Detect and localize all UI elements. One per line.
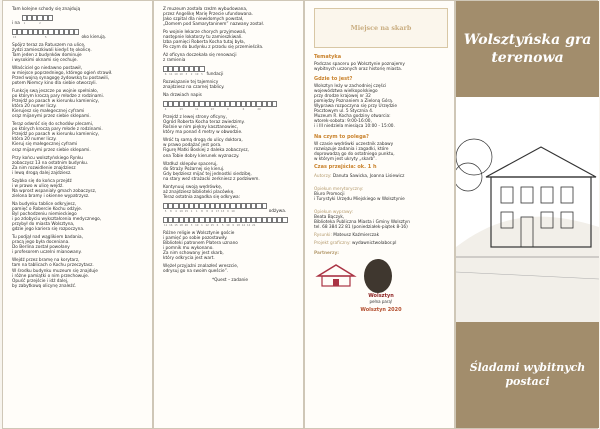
polega-text: W czasie wędrówki uczestnik zabawy rozwiązuje zadania i zagadki, które doprowadzą go do ostatniego punktu, w którym jest ukryty „skarb”. bbox=[314, 141, 395, 162]
cipher-row-2: 15 5 oko kierują. bbox=[12, 29, 145, 40]
czas-value: ok. 1 h bbox=[357, 163, 377, 170]
verse-17: Wróć tą samą drogą do ulicy doktora, w prawo podążać jest pora. Figurę Matki Boskiej z daleka zobaczysz, ona Tobie dobry kierunek wyznaczy. bbox=[163, 138, 249, 159]
wolsztyn-logo: Wolsztyn pełna parą! bbox=[368, 293, 394, 305]
panel-quest-part-2 bbox=[153, 0, 304, 429]
cover-title: Wolsztyńska gra terenowa bbox=[456, 1, 599, 97]
verse-1: Tam kolejne schody się znajdują bbox=[12, 7, 81, 12]
robert-koch-portrait-icon bbox=[364, 259, 392, 293]
tematyka-text: Podczas spaceru po Wolsztynie poznajemy wybitnych uczonych oraz historię miasta. bbox=[314, 62, 405, 73]
projekt-value: wydawnictwolabor.pl bbox=[352, 241, 397, 247]
house-logo-icon bbox=[314, 262, 359, 290]
verse-2: Spójrz teraz za Ratuszem na ulicę, żydzi zamieszkiwali kiedyś tę okolicę. Tam jeden z budynków dominuje i wysokimi oknami się cechuje. bbox=[12, 42, 92, 63]
opieka-row bbox=[314, 182, 448, 202]
wyprawy-row bbox=[314, 205, 448, 230]
verse-5: Terąz odwróć się do schodów plecami, po których kroczą pary młode z rodzinami. Przejdź po pasach w kierunku kamienicy, która 20 numer liczy. Kieruj się małegecznej cyframi orąz mijanymi przez siebie sklepami. bbox=[12, 122, 103, 153]
tematyka-heading: Tematyka bbox=[314, 54, 342, 60]
verse-9: Tu podjął nad wąglikiem badania, pracą jego była doceniana. Do Berlina został powołany i profesorem uczelni mianowany. bbox=[12, 235, 84, 256]
verse-15: Na drzwiach napis bbox=[163, 93, 202, 99]
partners-row bbox=[314, 259, 448, 293]
panel-quest-part-1 bbox=[2, 0, 153, 429]
cipher-row-5: 5 8 4 19 15 1 1 8 8 6 17 13 9 10 odżywa. bbox=[163, 203, 297, 214]
autorzy-value: Danuta Sawicka, Joanna Lisiewicz bbox=[332, 173, 405, 179]
czas-row bbox=[314, 165, 448, 170]
verse-19: Kontynuuj swoją wędrówkę, aż znajdziesz biblioteki placówkę. Teraz ostatnia zagadka się odkrywa: bbox=[163, 184, 241, 200]
rysunki-row bbox=[314, 233, 448, 238]
verse-8: Na budynku tablice odkryjesz, pamięć o Robercie Kochu odżyje. Byl pochodzeniu niemieckiego i po zdobyciu wykształcenia medycznego, przybył do miasta Wolsztyna, gdzie jego kariera się rozpoczyna. bbox=[12, 201, 102, 233]
czas-label: Czas przejścia: bbox=[314, 163, 356, 170]
opieka-label: Opiekun merytoryczny: bbox=[314, 186, 364, 192]
verse-14: Rozwiązanie tej tajemnicy znajdziesz na czarnej tablicy. bbox=[163, 80, 225, 91]
projekt-label: Projekt graficzny: bbox=[314, 241, 351, 247]
footnote: *Quest – zadanie bbox=[211, 277, 249, 283]
cover-subtitle: Śladami wybitnych postaci bbox=[456, 322, 599, 428]
projekt-row bbox=[314, 241, 448, 246]
cipher-row-3: 6 11 19 10 3 2 19 5 fundacji bbox=[163, 66, 297, 77]
cipher-row-6: 11 16 15 18 20 3 10 1 12 15 6 5 10 9 18 14 12 21 bbox=[163, 217, 297, 228]
verse-13: Aż oficyna doczekała się renowacji z ramienia bbox=[163, 53, 237, 64]
verse-10: Wejdź przez bramę na korytarz, tam na tablicach o Kochu przeczytasz. W środku budynku muzeum się znajduje i różne pamiątki o nim przechowuje. Opuść przejście i idź dalej, by zabytkową olicynę znaleźć. bbox=[12, 258, 98, 289]
partnerzy-heading: Partnerzy: bbox=[314, 251, 339, 257]
wyprawy-label: Opiekun wyprawy: bbox=[314, 210, 354, 216]
panel-info bbox=[304, 0, 455, 429]
verse-20: Różne religie w Wolsztynie goście i pamięć po sobie pozostawiły. Biblioteki patronem Platera uznano i pomnik mu wykonano. Za nim schowany jest skarb, który odkrycia jest wart. bbox=[163, 230, 238, 261]
opieka-value: Biuro Promocji i Turystyki Urzędu Miejskiego w Wolsztynie bbox=[314, 191, 405, 202]
treasure-placeholder: Miejsce na skarb bbox=[314, 8, 448, 48]
building-illustration-icon bbox=[456, 97, 599, 324]
rysunki-label: Rysunki: bbox=[314, 233, 332, 239]
panel-cover bbox=[455, 0, 598, 429]
autorzy-label: Autorzy: bbox=[314, 173, 332, 179]
footer-year: Wolsztyn 2020 bbox=[360, 307, 402, 314]
rysunki-value: Mateusz Kaźmierczak bbox=[333, 233, 380, 239]
verse-21: Wężeł przyjaźni znalazłeś wreszcie, odrysuj go na swoim queście”. bbox=[163, 263, 239, 274]
autorzy-row bbox=[314, 174, 448, 179]
polega-heading: Na czym to polega? bbox=[314, 133, 369, 140]
wyprawy-value: Beata Bączyk, Biblioteka Publiczna Miasta i Gminy Wolsztyn tel. 68 384 22 81 (poniedziałek-piątek 8-16) bbox=[314, 215, 410, 231]
verse-16: Przejdź z lewej strony oficyny, Ogród Roberta Kocha teraz zwiedzimy. Rośnie w nim piękny kasztanowiec, który ma ponad 4 metry w obwodzie. bbox=[163, 115, 245, 136]
cipher-row-4: 4 13 11 13 9 6 20 bbox=[163, 101, 297, 112]
verse-6: Przy końcu wolsztyńskiego Rynku zobaczysz 13 na ostatnim budynku. Za nim rozwidlenie znajdziesz i lewą drogą dalej zajdziesz. bbox=[12, 155, 89, 176]
verse-18: Wzdłuż sklepów spaceruj, do Straży Pożarnej się kieruj. Gdy będziesz mijać tej jednostki siedzibę, na stary weź strażacki zerkniesz z podziwem. bbox=[163, 161, 260, 182]
verse-4: Funkcję swą jeszcze po wojnie spełniało, po którym kroczą pary młodze z rodzinami. Przejdź po pasach w kierunku kamienicy, która 20 numer liczy. Kierujesz się małegecznej cyframi orąz mijanymi przez siebie sklepami. bbox=[12, 89, 105, 120]
verse-3: Właściciel go niedawno postawił, w miejsce poprzedniego, którego ogień strawił. Przed wojną synagogę żydowską tu postawili, potem Niemcy kino dla siebie otworzyli. bbox=[12, 65, 113, 86]
gdzie-heading: Gdzie to jest? bbox=[314, 76, 353, 83]
cipher-row-1: i na 1 2 bbox=[12, 15, 145, 26]
verse-7: Szybko się do końca przejdź i w prawo w ulicę wejdź. Na wprost wspaniały gmach zobaczysz, zielona bramy i okienne wypatrzysz. bbox=[12, 178, 97, 199]
verse-12: Po wojnie lekarze chorych przyjmowali, następnie lokatorzy tu zamieszkiwali. Izba pamięci Roberta Kocha tutaj była, Po czym do budynku z przodu się przemieściła. bbox=[163, 30, 264, 51]
gdzie-text: Wolsztyn leży w zachodniej części województwa wielkopolskiego przy drodze krajowej nr 32 pomiędzy Poznaniem a Zieloną Górą. Wyprawa rozpoczyna się przy Urzędzie Pocztowym ul. 5 Stycznia 4. Muzeum R. Kocha godziny otwarcia: wtorek-sobota: 9:00-16:00, i i III niedziela miesiąca 10:00 - 15:00. bbox=[314, 84, 397, 130]
verse-11: Z muzeum została rzeźm wybudowana, przez Angelikę Marię Przecie ufundowana. Jako szpital dla niewidomych powstał, „Domem pod Samarytaninem” nazwany został. bbox=[163, 7, 265, 28]
